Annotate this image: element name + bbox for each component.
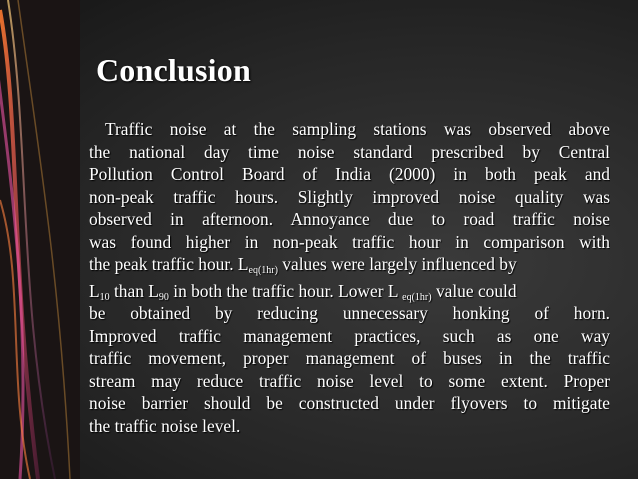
body-line: noise barrier should be constructed under flyovers to mitigate: [89, 393, 610, 413]
text-run: the peak traffic hour. L: [89, 254, 249, 274]
subscript: eq(1hr): [402, 291, 432, 303]
body-line: the national day time noise standard prescribed by Central: [89, 141, 610, 162]
subscript: 10: [99, 291, 110, 303]
body-line: was found higher in non-peak traffic hour in comparison with: [89, 231, 610, 252]
body-line: non-peak traffic hours. Slightly improved noise quality was: [89, 186, 610, 207]
light-streaks-decoration: [0, 0, 80, 479]
body-line: traffic movement, proper management of buses in the traffic: [89, 348, 610, 368]
body-line: Pollution Control Board of India (2000) in both peak and: [89, 164, 610, 184]
body-line: be obtained by reducing unnecessary honking of horn.: [89, 303, 610, 323]
text-run: value could: [431, 280, 517, 301]
body-line: Traffic noise at the sampling stations was observed above: [105, 119, 610, 139]
body-line: observed in afternoon. Annoyance due to road traffic noise: [89, 209, 610, 229]
slide-body-text: [89, 118, 610, 479]
body-line: Improved traffic management practices, such as one way: [89, 325, 610, 346]
body-line: stream may reduce traffic noise level to some extent. Proper: [89, 370, 610, 391]
subscript: 90: [158, 291, 169, 303]
body-line: [89, 280, 610, 303]
text-run: values were largely influenced by: [277, 254, 517, 274]
body-line: the traffic noise level.: [89, 415, 241, 436]
text-run: in both the traffic hour. Lower L: [168, 280, 403, 301]
text-run: L: [89, 280, 100, 301]
body-line: [89, 253, 610, 276]
slide-title: Conclusion: [96, 52, 251, 88]
subscript: eq(1hr): [248, 265, 278, 276]
text-run: than L: [109, 280, 159, 301]
